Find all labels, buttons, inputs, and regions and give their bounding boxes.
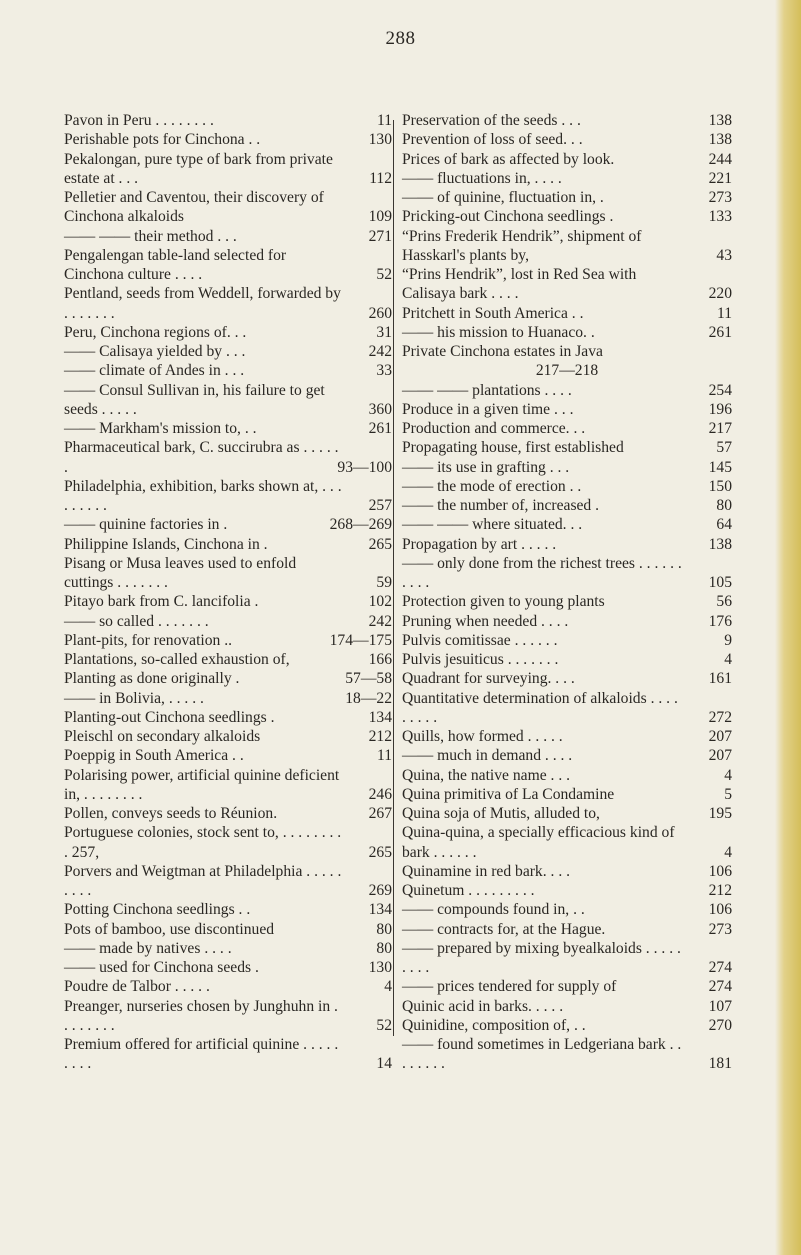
index-entry-text: Quinetum . . . . . . . . . [402, 882, 535, 899]
index-entry-text: Prevention of loss of seed. . . [402, 131, 583, 149]
index-entry [64, 515, 392, 534]
index-entry-page: 18—22 [345, 689, 392, 707]
index-entry-text: —— the number of, increased . [402, 497, 600, 514]
index-entry-page: 4 [724, 766, 732, 784]
index-entry-page: 134 [368, 901, 392, 919]
index-entry [402, 689, 732, 728]
index-entry-page: 80 [716, 497, 732, 514]
index-entry-text: Preservation of the seeds . . . [402, 112, 581, 129]
index-entry [64, 342, 392, 361]
index-entry [402, 169, 732, 188]
index-entry-text: Propagating house, first established [402, 439, 624, 457]
index-entry [64, 823, 392, 862]
index-entry [64, 746, 392, 765]
index-entry-page: 31 [376, 323, 392, 341]
index-entry [402, 361, 732, 380]
index-entry [402, 111, 732, 130]
index-entry-text: Pleischl on secondary alkaloids [64, 728, 261, 745]
index-entry-text: Plantations, so-called exhaustion of, [64, 651, 290, 668]
index-entry-page: 112 [369, 169, 392, 187]
index-entry-page: 161 [708, 670, 732, 688]
index-entry-text: Protection given to young plants [402, 593, 605, 611]
index-entry-text: Pharmaceutical bark, C. succirubra as . . . . . . [64, 439, 339, 476]
index-entry-text: —— prices tendered for supply of [402, 978, 617, 996]
index-entry-page: 272 [708, 708, 732, 726]
index-entry [64, 977, 392, 996]
index-entry-text: Porvers and Weigtman at Philadelphia . . . . . . . . . [64, 862, 342, 899]
index-entry-text: Pengalengan table-land selected for Cinchona culture . . . . [64, 246, 287, 283]
index-entry-page: 4 [384, 978, 392, 996]
index-entry-page: 195 [708, 805, 732, 822]
index-entry [64, 631, 392, 650]
index-entry-text: Prices of bark as affected by look. [402, 150, 615, 168]
index-entry-text: “Prins Frederik Hendrik”, shipment of Hasskarl's plants by, [402, 227, 642, 264]
index-entry-text: Pavon in Peru . . . . . . . . [64, 112, 214, 129]
index-entry-page: 57—58 [345, 670, 392, 688]
index-entry-page: 52 [376, 1016, 392, 1034]
index-entry-text: Poudre de Talbor . . . . . [64, 978, 210, 996]
index-entry-page: 33 [376, 362, 392, 380]
index-entry [402, 669, 732, 688]
index-entry [64, 997, 392, 1036]
index-entry [402, 400, 732, 419]
index-entry [64, 939, 392, 958]
index-entry [402, 766, 732, 785]
index-entry-text: —— in Bolivia, . . . . . [64, 689, 204, 707]
index-entry-text: Quina soja of Mutis, alluded to, [402, 805, 600, 822]
index-entry-page: 102 [368, 593, 392, 611]
index-entry-page: 130 [368, 959, 392, 976]
index-entry [64, 419, 392, 438]
index-entry-text: Portuguese colonies, stock sent to, . . . . . . . . . 257, [64, 824, 342, 861]
index-entry-text: Quills, how formed . . . . . [402, 728, 563, 745]
index-entry-page: 138 [708, 112, 732, 129]
index-entry [402, 323, 732, 342]
index-entry-page: 196 [708, 400, 732, 418]
index-entry-text: Pricking-out Cinchona seedlings . [402, 208, 614, 226]
index-entry-text: —— found sometimes in Ledgeriana bark . . . . . . . . [402, 1036, 682, 1073]
index-entry-text: Polarising power, artificial quinine deficient in, . . . . . . . . [64, 766, 340, 803]
index-entry [402, 381, 732, 400]
index-entry [402, 477, 732, 496]
index-entry-text: Pisang or Musa leaves used to enfold cuttings . . . . . . . [64, 554, 297, 591]
index-entry-page: 207 [708, 747, 732, 765]
index-entry-text: —— fluctuations in, . . . . [402, 169, 562, 187]
index-entry-page: 242 [368, 612, 392, 630]
index-entry-text: —— —— their method . . . [64, 227, 237, 245]
index-entry-page: 93—100 [337, 458, 392, 476]
index-entry [64, 130, 392, 149]
index-entry-page: 145 [708, 458, 732, 476]
index-entry-page: 181 [708, 1055, 732, 1073]
index-entry [402, 920, 732, 939]
index-entry-page: 107 [708, 997, 732, 1015]
index-entry-page: 246 [368, 785, 392, 803]
index-entry [64, 592, 392, 611]
index-entry-page: 14 [376, 1055, 392, 1073]
index-entry-page: 217 [708, 420, 732, 437]
index-entry-text: —— —— plantations . . . . [402, 381, 572, 399]
index-entry-text: —— much in demand . . . . [402, 747, 573, 765]
index-entry-page: 11 [716, 304, 732, 322]
index-entry [64, 535, 392, 554]
column-divider [393, 120, 394, 1036]
index-entry [402, 554, 732, 593]
index-entry [402, 939, 732, 978]
index-entry-page: 59 [376, 574, 392, 591]
index-entry [64, 766, 392, 805]
index-entry [64, 727, 392, 746]
index-entry-page: 138 [708, 131, 732, 149]
index-entry [402, 496, 732, 515]
index-entry [64, 284, 392, 323]
index-entry [402, 612, 732, 631]
index-entry-page: 271 [368, 227, 392, 245]
index-entry [64, 438, 392, 477]
index-entry-page: 174—175 [329, 631, 392, 649]
index-entry [402, 746, 732, 765]
index-entry-page: 106 [708, 901, 732, 919]
index-entry [402, 342, 732, 361]
index-entry [402, 997, 732, 1016]
index-entry [402, 862, 732, 881]
index-entry-text: Planting as done originally . [64, 670, 240, 688]
index-entry [64, 1035, 392, 1074]
index-entry-text: Propagation by art . . . . . [402, 535, 557, 553]
index-entry [64, 862, 392, 901]
index-entry-page: 268—269 [329, 516, 392, 534]
page-number: 288 [385, 28, 416, 49]
index-entry [402, 977, 732, 996]
index-entry-page: 360 [368, 400, 392, 418]
index-entry [64, 900, 392, 919]
index-entry-text: Produce in a given time . . . [402, 400, 574, 418]
index-entry-text: —— Consul Sullivan in, his failure to get seeds . . . . . [64, 381, 325, 418]
index-entry-page: 254 [708, 381, 732, 399]
index-entry-text: Private Cinchona estates in Java [402, 343, 603, 360]
index-entry-page: 269 [368, 882, 392, 899]
index-entry-text: —— contracts for, at the Hague. [402, 920, 606, 938]
index-entry [64, 323, 392, 342]
index-column-right [402, 111, 732, 1074]
index-entry [402, 438, 732, 457]
index-entry-page: 212 [368, 728, 392, 745]
index-entry-text: Peru, Cinchona regions of. . . [64, 323, 247, 341]
index-entry-text: Pelletier and Caventou, their discovery of Cinchona alkaloids [64, 189, 324, 226]
index-entry-text: Plant-pits, for renovation .. [64, 631, 233, 649]
index-entry-page: 150 [708, 477, 732, 495]
index-entry-text: —— the mode of erection . . [402, 477, 582, 495]
index-entry [402, 535, 732, 554]
index-entry-text: Perishable pots for Cinchona . . [64, 131, 261, 149]
index-entry-page: 274 [708, 978, 732, 996]
index-entry-text: —— climate of Andes in . . . [64, 362, 245, 380]
index-entry-page: 207 [708, 728, 732, 745]
index-entry-text: —— used for Cinchona seeds . [64, 959, 259, 976]
index-entry-text: Quinic acid in barks. . . . . [402, 997, 564, 1015]
index-entry [64, 227, 392, 246]
index-entry [402, 1035, 732, 1074]
index-entry-text: —— Calisaya yielded by . . . [64, 343, 246, 360]
index-entry [402, 592, 732, 611]
index-entry [402, 631, 732, 650]
index-entry-page: 242 [368, 343, 392, 360]
index-entry-text: Preanger, nurseries chosen by Junghuhn in . . . . . . . . [64, 997, 338, 1034]
index-entry-page: 244 [708, 150, 732, 168]
index-entry-page: 220 [708, 285, 732, 303]
index-entry [402, 823, 732, 862]
index-entry-page: 166 [368, 651, 392, 668]
index-entry-text: Quina-quina, a specially efficacious kind of bark . . . . . . [402, 824, 675, 861]
index-entry-text: Planting-out Cinchona seedlings . [64, 708, 275, 726]
index-entry-page: 11 [376, 112, 392, 129]
index-entry-page: 221 [708, 169, 732, 187]
index-entry [64, 381, 392, 420]
index-entry-text: —— compounds found in, . . [402, 901, 585, 919]
index-entry [64, 708, 392, 727]
index-entry [402, 150, 732, 169]
index-entry [64, 361, 392, 380]
index-entry-text: Quadrant for surveying. . . . [402, 670, 575, 688]
index-entry-page: 212 [708, 882, 732, 899]
index-entry-page: 267 [368, 805, 392, 822]
index-entry-page: 80 [376, 939, 392, 957]
index-entry [402, 207, 732, 226]
index-entry-text: Production and commerce. . . [402, 420, 586, 437]
index-entry-text: Quantitative determination of alkaloids . . . . . . . . . [402, 689, 678, 726]
index-entry-text: Pruning when needed . . . . [402, 612, 569, 630]
index-entry [64, 554, 392, 593]
index-entry-text: Quina, the native name . . . [402, 766, 571, 784]
index-entry [402, 188, 732, 207]
index-entry [64, 804, 392, 823]
index-entry-text: —— so called . . . . . . . [64, 612, 209, 630]
index-entry-text: —— his mission to Huanaco. . [402, 323, 595, 341]
index-entry-text: Pots of bamboo, use discontinued [64, 920, 275, 938]
index-entry-page: 273 [708, 189, 732, 206]
index-entry-text: —— only done from the richest trees . . . . . . . . . . [402, 554, 682, 591]
index-entry-text: Quina primitiva of La Condamine [402, 785, 615, 803]
index-entry [402, 804, 732, 823]
index-entry-text: Poeppig in South America . . [64, 747, 244, 765]
index-entry-text: Philippine Islands, Cinchona in . [64, 535, 268, 553]
index-entry-text: —— its use in grafting . . . [402, 458, 570, 476]
index-entry-text: Pulvis comitissae . . . . . . [402, 631, 558, 649]
index-entry-page: 64 [716, 516, 732, 534]
index-entry-text: —— of quinine, fluctuation in, . [402, 189, 604, 206]
index-entry-text: Quinamine in red bark. . . . [402, 862, 571, 880]
index-entry [64, 920, 392, 939]
index-entry [402, 900, 732, 919]
index-entry [64, 612, 392, 631]
index-entry-page: 80 [376, 920, 392, 938]
index-entry-page: 270 [708, 1016, 732, 1034]
index-entry-page: 257 [368, 497, 392, 514]
index-entry-page: 11 [376, 747, 392, 765]
index-entry-page: 9 [724, 631, 732, 649]
index-entry [64, 188, 392, 227]
index-entry-page: 4 [724, 651, 732, 668]
index-entry [64, 958, 392, 977]
index-entry-page: 265 [368, 535, 392, 553]
index-entry-text: Pitayo bark from C. lancifolia . [64, 593, 259, 611]
index-entry-page: 52 [376, 266, 392, 283]
index-entry-text: —— Markham's mission to, . . [64, 420, 257, 437]
index-entry-text: Pulvis jesuiticus . . . . . . . [402, 651, 559, 668]
index-entry-text: Pritchett in South America . . [402, 304, 584, 322]
index-entry-text: Potting Cinchona seedlings . . [64, 901, 251, 919]
index-entry [402, 785, 732, 804]
index-entry-page: 138 [708, 535, 732, 553]
index-entry-text: Premium offered for artificial quinine . . . . . . . . . [64, 1036, 339, 1073]
index-entry [402, 881, 732, 900]
index-entry-page: 274 [708, 959, 732, 976]
index-entry-page: 105 [708, 574, 732, 591]
index-entry-page: 260 [368, 304, 392, 322]
index-entry [402, 419, 732, 438]
page-edge-shading [775, 0, 801, 1255]
index-entry [402, 1016, 732, 1035]
index-entry-page: 265 [368, 843, 392, 861]
index-entry-page: 106 [708, 862, 732, 880]
index-entry-page: 109 [368, 208, 392, 226]
index-entry [402, 304, 732, 323]
index-entry-page: 273 [708, 920, 732, 938]
index-entry [64, 669, 392, 688]
index-entry [64, 650, 392, 669]
index-entry-page: 4 [724, 843, 732, 861]
index-entry [402, 458, 732, 477]
index-entry [402, 265, 732, 304]
index-entry-text: —— quinine factories in . [64, 516, 228, 534]
index-entry [402, 515, 732, 534]
index-entry-page: 56 [716, 593, 732, 611]
index-entry-page: 134 [368, 708, 392, 726]
index-entry [64, 689, 392, 708]
index-entry [64, 111, 392, 130]
index-entry-page: 176 [708, 612, 732, 630]
index-entry [402, 130, 732, 149]
index-entry-page: 133 [708, 208, 732, 226]
index-column-left [64, 111, 392, 1074]
index-entry-text: “Prins Hendrik”, lost in Red Sea with Calisaya bark . . . . [402, 266, 637, 303]
index-entry-text: —— —— where situated. . . [402, 516, 583, 534]
index-entry-text: Pentland, seeds from Weddell, forwarded by . . . . . . . [64, 285, 341, 322]
index-entry-text: Pekalongan, pure type of bark from private estate at . . . [64, 150, 333, 187]
index-entry-page: 5 [724, 785, 732, 803]
index-entry-text: Philadelphia, exhibition, barks shown at, . . . . . . . . . [64, 477, 342, 514]
index-entry-page: 130 [368, 131, 392, 149]
index-entry [402, 727, 732, 746]
index-entry-text: Quinidine, composition of, . . [402, 1016, 586, 1034]
index-entry-text: Pollen, conveys seeds to Réunion. [64, 805, 278, 822]
index-entry [64, 246, 392, 285]
index-entry [402, 650, 732, 669]
index-entry [64, 477, 392, 516]
index-entry-text: —— made by natives . . . . [64, 939, 232, 957]
index-entry-page: 261 [368, 420, 392, 437]
index-entry-page: 43 [716, 246, 732, 264]
index-entry-page: 57 [716, 439, 732, 457]
index-entry-text: 217—218 [535, 362, 599, 380]
index-entry [64, 150, 392, 189]
index-entry-page: 261 [708, 323, 732, 341]
index-entry [402, 227, 732, 266]
index-entry-text: —— prepared by mixing byealkaloids . . . . . . . . . [402, 939, 681, 976]
